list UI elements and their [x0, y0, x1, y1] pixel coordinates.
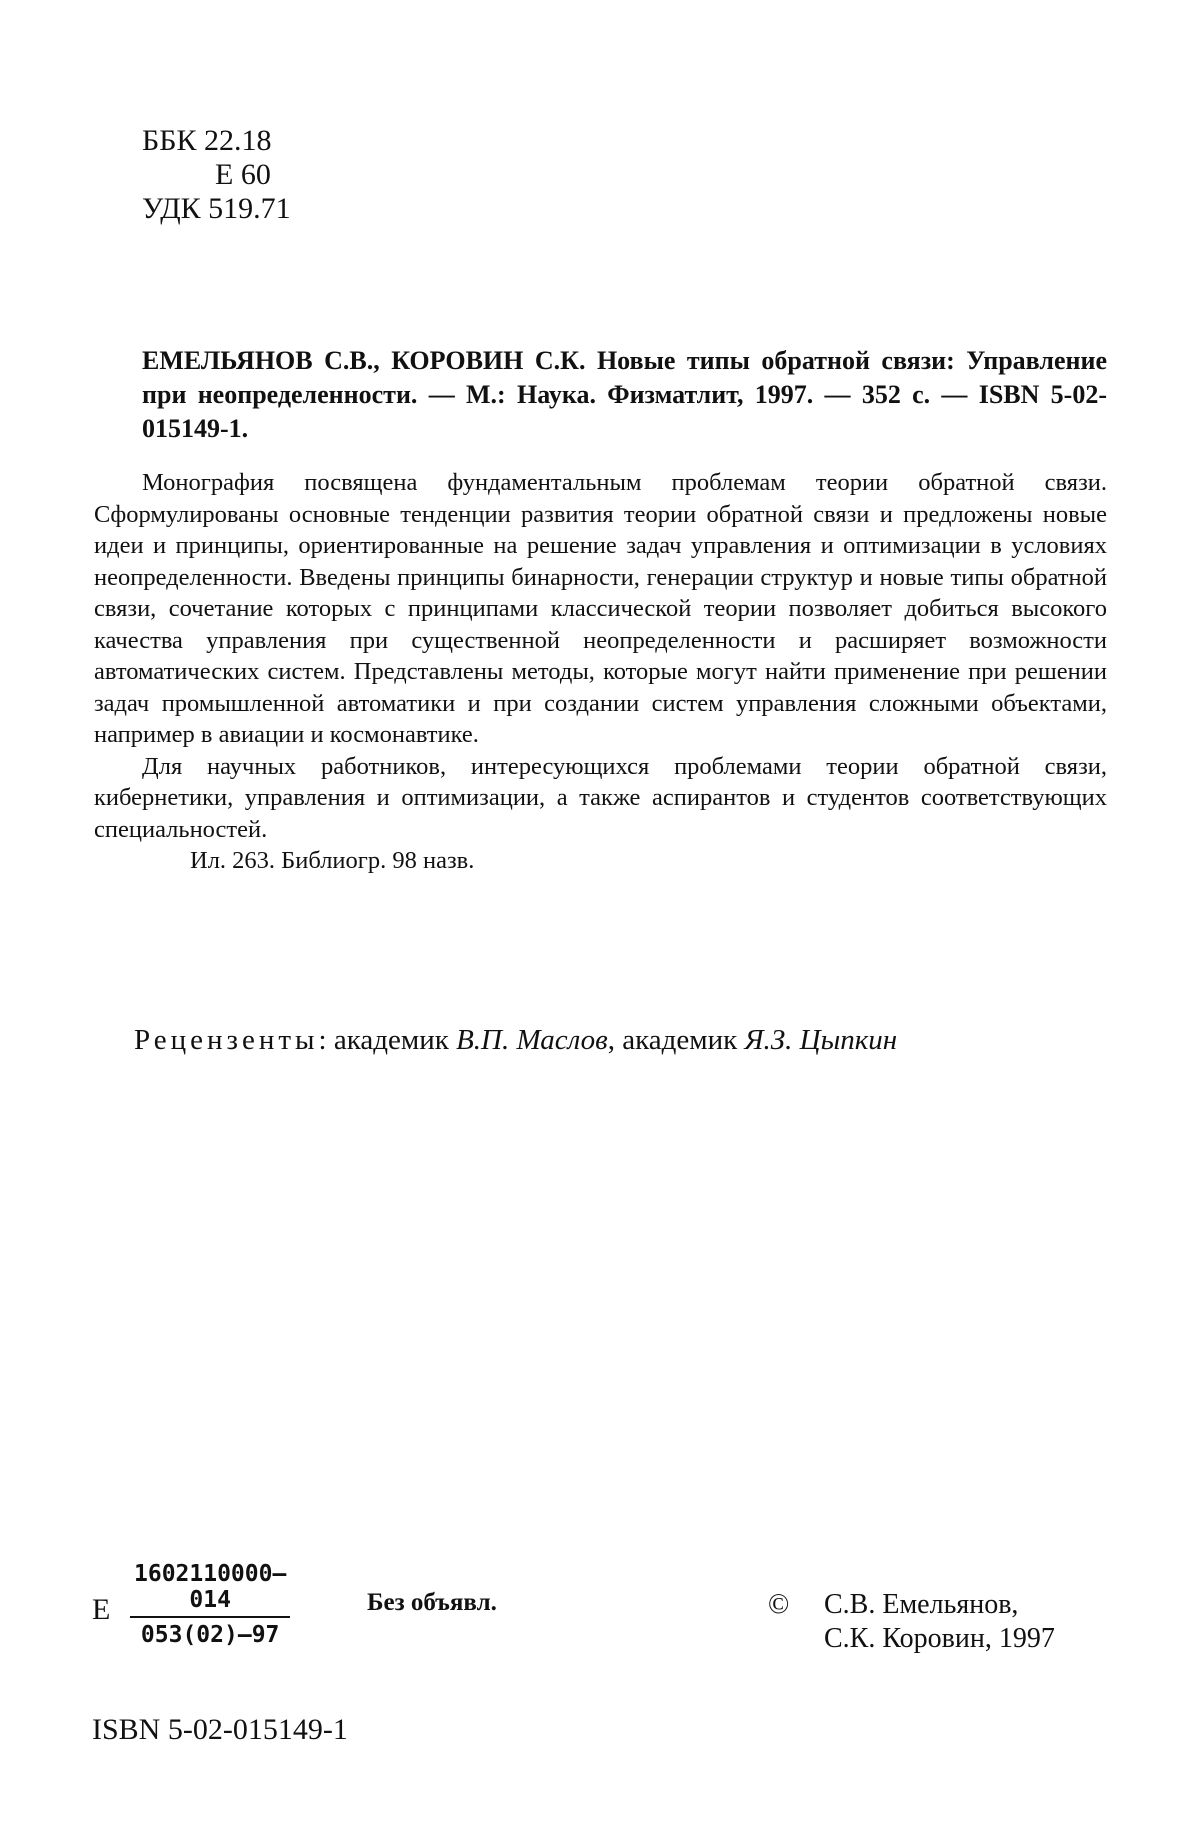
reviewer-name-1: В.П. Маслов — [456, 1024, 608, 1056]
copyright-holder-2: С.К. Коровин, 1997 — [824, 1623, 1055, 1654]
reviewers-label: Рецензенты — [134, 1024, 319, 1056]
reviewer-name-2: Я.З. Цыпкин — [744, 1024, 898, 1056]
classification-codes — [142, 124, 291, 226]
index-note: Без объявл. — [367, 1589, 497, 1616]
copyright-holders — [824, 1588, 1055, 1656]
index-fraction — [130, 1561, 290, 1648]
abstract — [94, 467, 1107, 877]
reviewer-role-1: академик — [333, 1024, 449, 1056]
reviewers-comma: , — [607, 1024, 615, 1056]
bbk-code: ББК 22.18 — [142, 124, 272, 157]
abstract-paragraph-2: Для научных работников, интересующихся проблемами теории обратной связи, кибернетики, управления и оптимизации, а также аспирантов и студентов соответствующих специальностей. — [94, 752, 1107, 843]
index-numerator: 1602110000–014 — [130, 1561, 290, 1618]
copyright-icon: © — [768, 1589, 790, 1620]
bibliographic-record: ЕМЕЛЬЯНОВ С.В., КОРОВИН С.К. Новые типы обратной связи: Управление при неопределенности. — М.: Наука. Физматлит, 1997. — 352 с. — ISBN 5-02-015149-1. — [142, 346, 1107, 443]
isbn: ISBN 5-02-015149-1 — [92, 1713, 348, 1746]
reviewer-role-2: академик — [622, 1024, 738, 1056]
reviewers-separator: : — [318, 1024, 327, 1056]
reviewers-line — [134, 1022, 897, 1058]
udk-code: УДК 519.71 — [142, 192, 291, 225]
index-denominator: 053(02)–97 — [140, 1622, 280, 1648]
copyright-holder-1: С.В. Емельянов, — [824, 1589, 1019, 1620]
abstract-paragraph-1: Монография посвящена фундаментальным проблемам теории обратной связи. Сформулированы основные тенденции развития теории обратной связи и предложены новые идеи и принципы, ориентированные на решение задач управления и оптимизации в условиях неопределенности. Введены принципы бинарности, генерации структур и новые типы обратной связи, сочетание которых с принципами классической теории позволяет добиться высокого качества управления при существенной неопределенности и расширяет возможности автоматических систем. Представлены методы, которые могут найти применение при решении задач промышленной автоматики и при создании систем управления сложными объектами, например в авиации и космонавтике. — [94, 469, 1107, 748]
illustrations-note: Ил. 263. Библиогр. 98 назв. — [190, 847, 475, 874]
index-letter: Е — [92, 1593, 111, 1626]
author-mark: Е 60 — [215, 158, 271, 191]
